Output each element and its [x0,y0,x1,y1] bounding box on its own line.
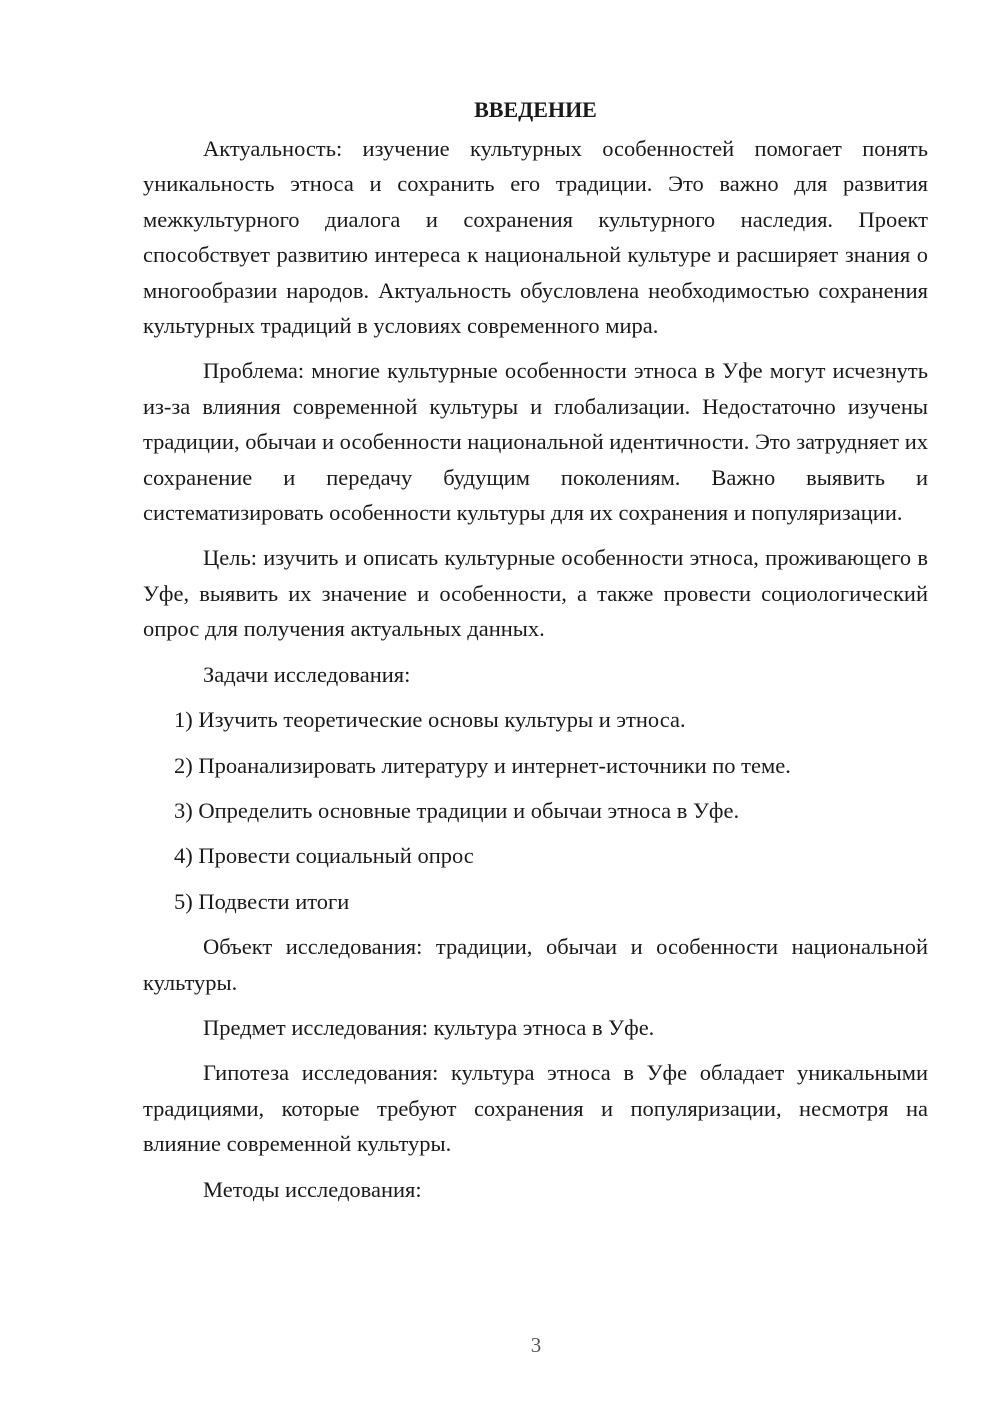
object-paragraph: Объект исследования: традиции, обычаи и особенности национальной культуры. [143,934,928,995]
page-number: 3 [530,1333,542,1357]
tasks-list [143,702,928,919]
tasks-title: Задачи исследования: [203,661,411,687]
section-heading: ВВЕДЕНИЕ [474,97,597,122]
methods-title: Методы исследования: [203,1176,422,1202]
problem-paragraph: Проблема: многие культурные особенности этноса в Уфе могут исчезнуть из-за влияния современной культуры и глобализации. Недостаточно изучены традиции, обычаи и особенности национальной идентичности. Это затрудняет их сохранение и передачу будущим поколениям. Важно выявить и систематизировать особенности культуры для их сохранения и популяризации. [143,358,928,526]
list-item: 5) Подвести итоги [174,888,350,914]
subject-paragraph: Предмет исследования: культура этноса в Уфе. [203,1014,655,1040]
document-page [143,92,928,1217]
goal-paragraph: Цель: изучить и описать культурные особенности этноса, проживающего в Уфе, выявить их значение и особенности, а также провести социологический опрос для получения актуальных данных. [143,545,928,642]
hypothesis-paragraph: Гипотеза исследования: культура этноса в Уфе обладает уникальными традициями, которые требуют сохранения и популяризации, несмотря на влияние современной культуры. [143,1060,928,1157]
list-item: 1) Изучить теоретические основы культуры и этноса. [174,707,686,733]
list-item: 4) Провести социальный опрос [174,843,474,869]
relevance-paragraph: Актуальность: изучение культурных особенностей помогает понять уникальность этноса и сохранить его традиции. Это важно для развития межкультурного диалога и сохранения культурного наследия. Проект способствует развитию интереса к национальной культуре и расширяет знания о многообразии народов. Актуальность обусловлена необходимостью сохранения культурных традиций в условиях современного мира. [143,136,928,339]
list-item: 2) Проанализировать литературу и интернет-источники по теме. [174,752,791,778]
list-item: 3) Определить основные традиции и обычаи этноса в Уфе. [174,797,740,823]
